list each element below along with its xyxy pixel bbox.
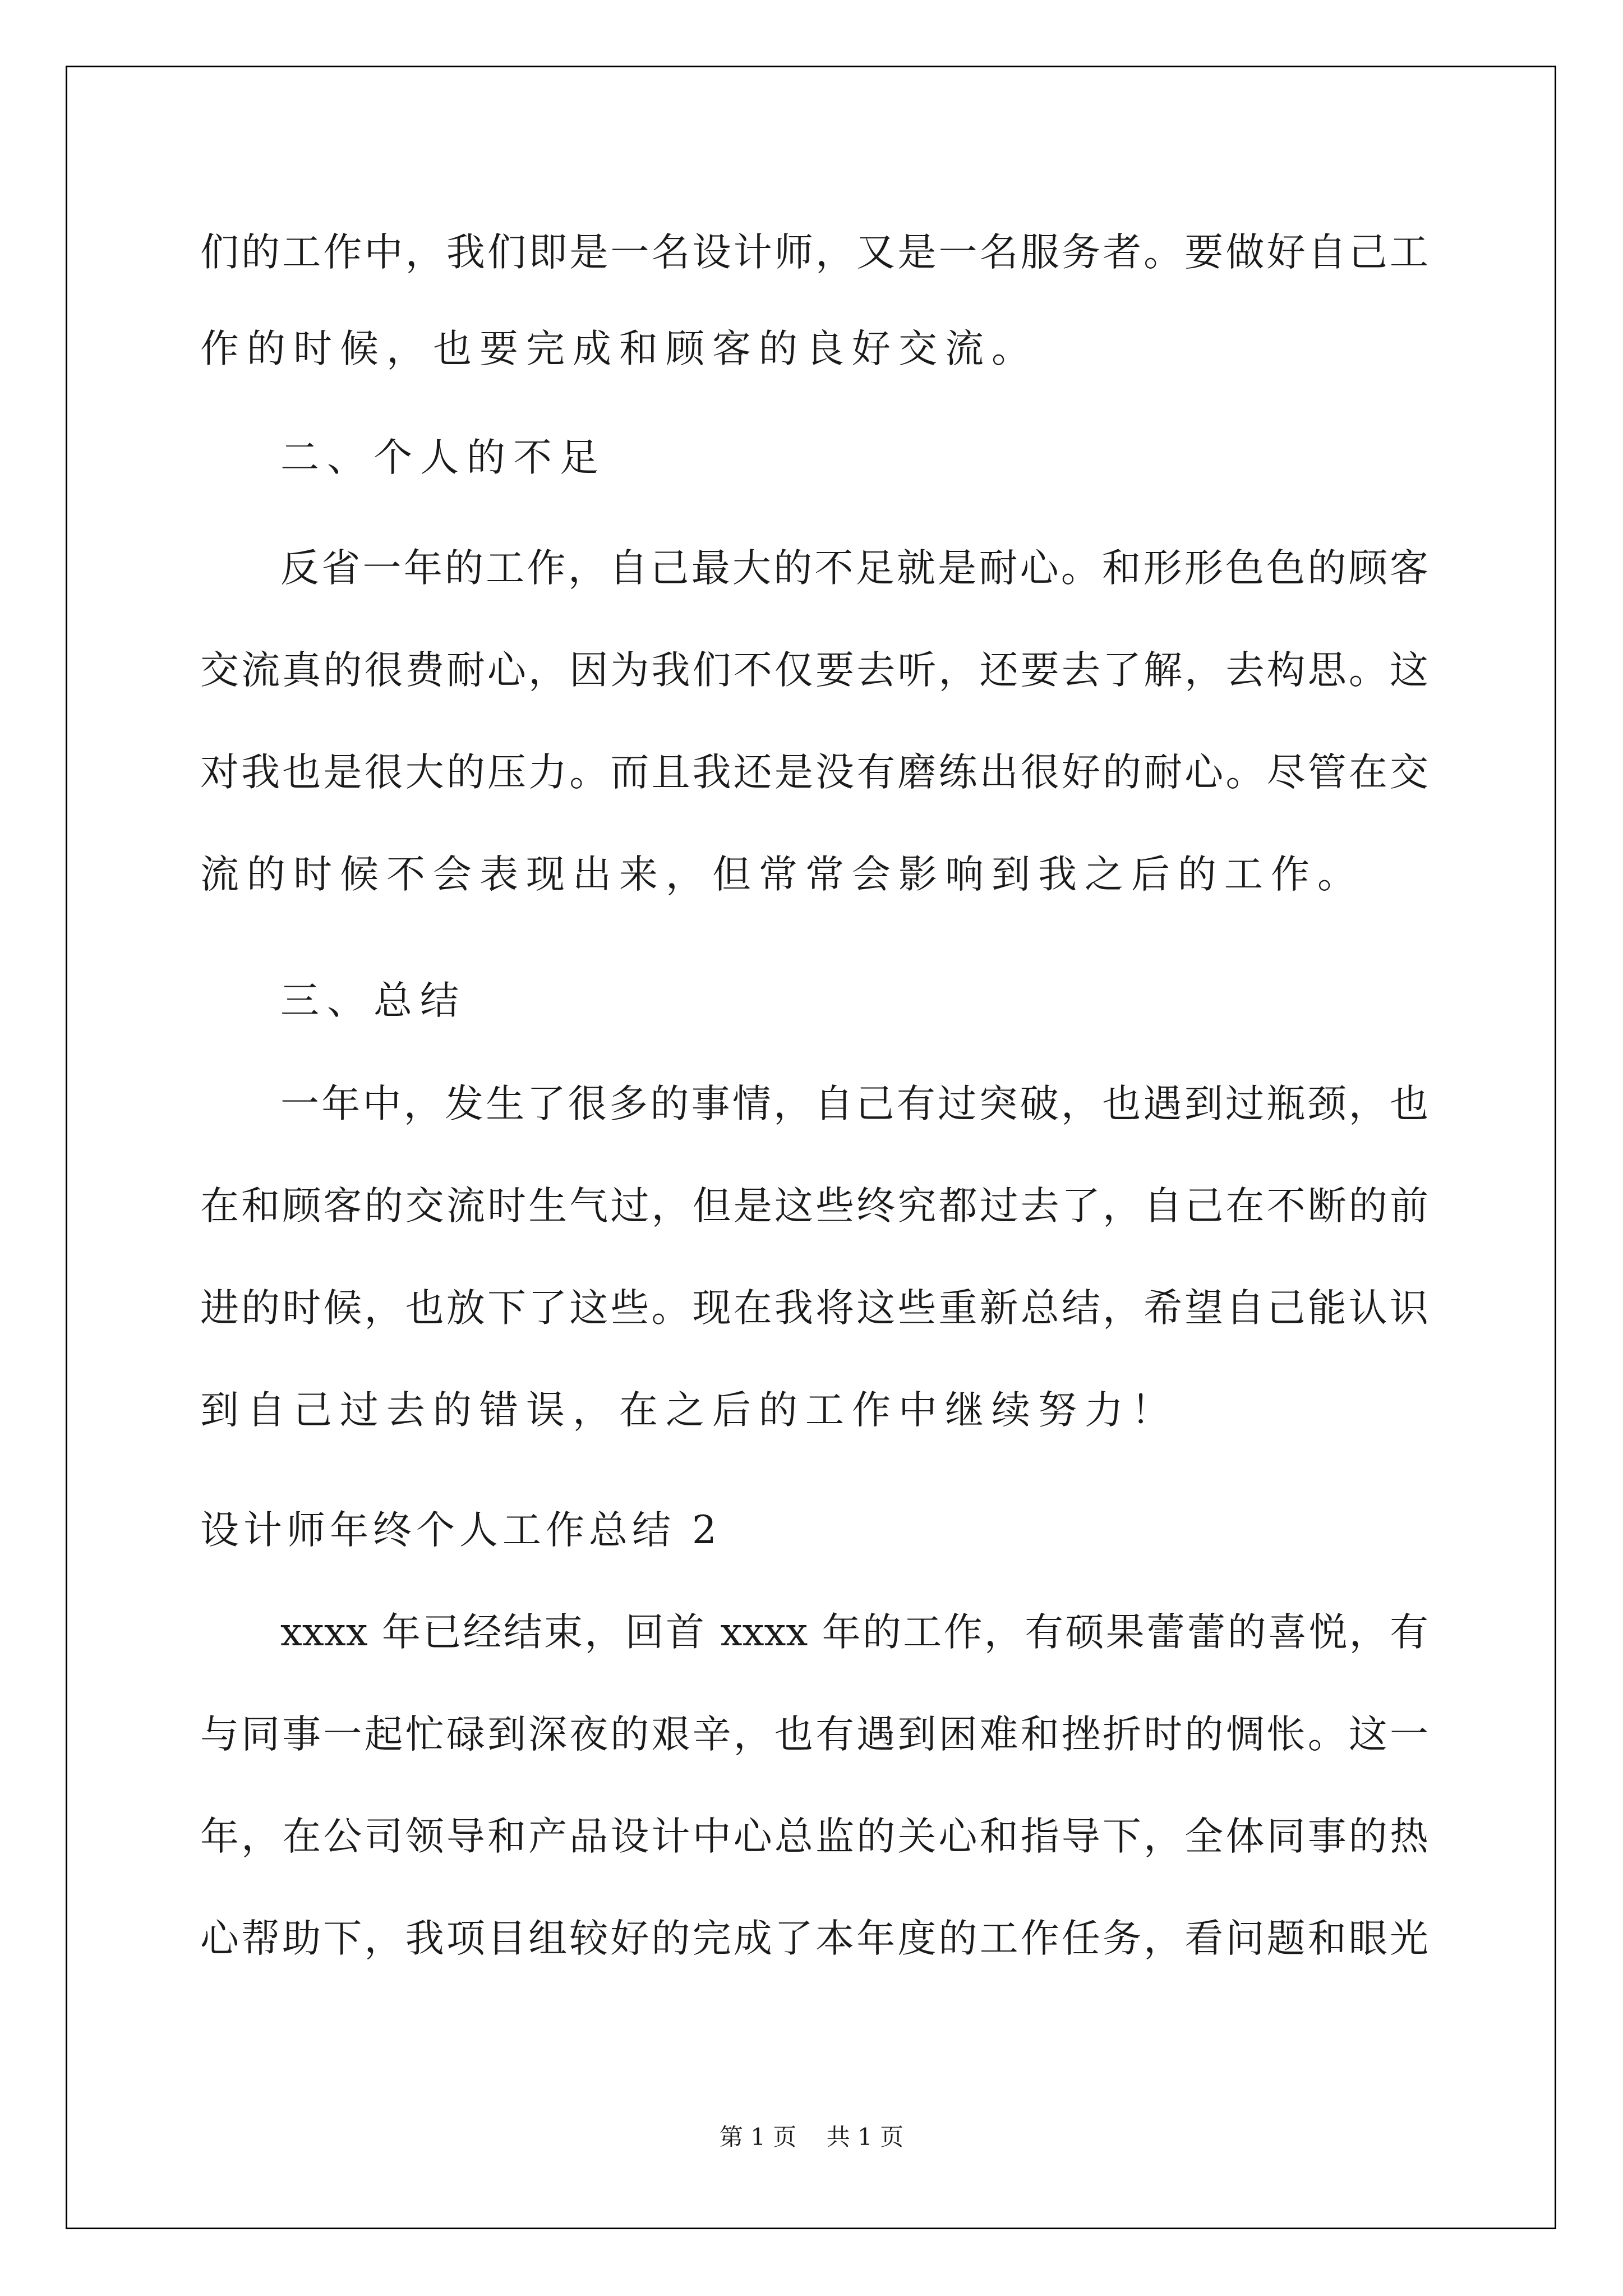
paragraph-line: 年，在公司领导和产品设计中心总监的关心和指导下，全体同事的热: [200, 1814, 1428, 1859]
section-heading-shortcomings: 二、个人的不足: [280, 435, 606, 480]
paragraph-line: 交流真的很费耐心，因为我们不仅要去听，还要去了解，去构思。这: [200, 648, 1428, 693]
paragraph-line: 一年中，发生了很多的事情，自己有过突破，也遇到过瓶颈，也: [280, 1082, 1428, 1126]
paragraph-line: xxxx 年已经结束，回首 xxxx 年的工作，有硕果蕾蕾的喜悦，有: [280, 1610, 1428, 1655]
paragraph-line: 到自己过去的错误，在之后的工作中继续努力！: [200, 1388, 1178, 1433]
paragraph-line: 反省一年的工作，自己最大的不足就是耐心。和形形色色的顾客: [280, 546, 1428, 591]
paragraph-line: 与同事一起忙碌到深夜的艰辛，也有遇到困难和挫折时的惆怅。这一: [200, 1712, 1428, 1757]
paragraph-line: 对我也是很大的压力。而且我还是没有磨练出很好的耐心。尽管在交: [200, 750, 1428, 795]
page-border: [66, 66, 1556, 2229]
paragraph-line: 心帮助下，我项目组较好的完成了本年度的工作任务，看问题和眼光: [200, 1916, 1428, 1961]
section-heading-summary: 三、总结: [280, 978, 467, 1023]
paragraph-line: 在和顾客的交流时生气过，但是这些终究都过去了，自己在不断的前: [200, 1184, 1428, 1228]
paragraph-line: 进的时候，也放下了这些。现在我将这些重新总结，希望自己能认识: [200, 1286, 1428, 1331]
paragraph-line: 们的工作中，我们即是一名设计师，又是一名服务者。要做好自己工: [200, 230, 1428, 275]
paragraph-line: 作的时候，也要完成和顾客的良好交流。: [200, 326, 1038, 371]
page-footer: 第 1 页 共 1 页: [719, 2123, 904, 2151]
paragraph-line: 流的时候不会表现出来，但常常会影响到我之后的工作。: [200, 852, 1364, 897]
document-section-title: 设计师年终个人工作总结 2: [200, 1508, 721, 1553]
